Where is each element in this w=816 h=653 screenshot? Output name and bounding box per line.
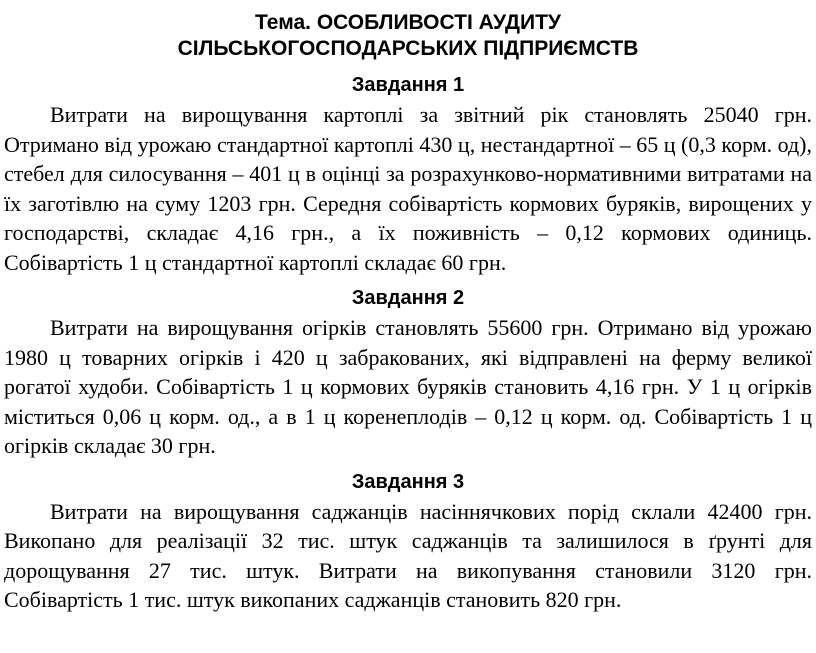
task-2-heading: Завдання 2 [351,287,465,309]
title-line-2: СІЛЬСЬКОГОСПОДАРСЬКИХ ПІДПРИЄМСТВ [177,37,639,60]
task-1-text: Витрати на вирощування картоплі за звітний рік становлять 25040 грн. Отримано від урожаю стандартної картоплі 430 ц, нестандартної – 65 ц (0,3 корм. од), стебел для силосування – 401 ц в оцінці за розрахунково-нормативними витратами на їх заготівлю на суму 1203 грн. Середня собівартість кормових буряків, вирощених у господарстві, складає 4,16 грн., а їх поживність – 0,12 кормових одиниць. Собівартість 1 ц стандартної картоплі складає 60 грн. [4,102,812,275]
title-line-1: ОСОБЛИВОСТІ АУДИТУ [316,11,561,34]
task-3-heading: Завдання 3 [351,470,465,493]
task-3-text: Витрати на вирощування саджанців насіннячкових порід склали 42400 грн. Викопано для реалізації 32 тис. штук саджанців та залишилося в ґрунті для дорощування 27 тис. штук. Витрати на викопування становили 3120 грн. Собівартість 1 тис. штук викопаних саджанців становить 820 грн. [4,498,812,612]
task-1-heading: Завдання 1 [351,74,465,96]
topic-separator: . [305,11,311,34]
document-title [4,10,812,62]
task-2-text: Витрати на вирощування огірків становлять 55600 грн. Отримано від урожаю 1980 ц товарних огірків і 420 ц забракованих, які відправлені на ферму великої рогатої худоби. Собівартість 1 ц кормових буряків становить 4,16 грн. У 1 ц огірків міститься 0,06 ц корм. од., а в 1 ц коренеплодів – 0,12 ц корм. од. Собівартість 1 ц огірків складає 30 грн. [4,315,812,458]
topic-label: Тема [255,11,306,34]
